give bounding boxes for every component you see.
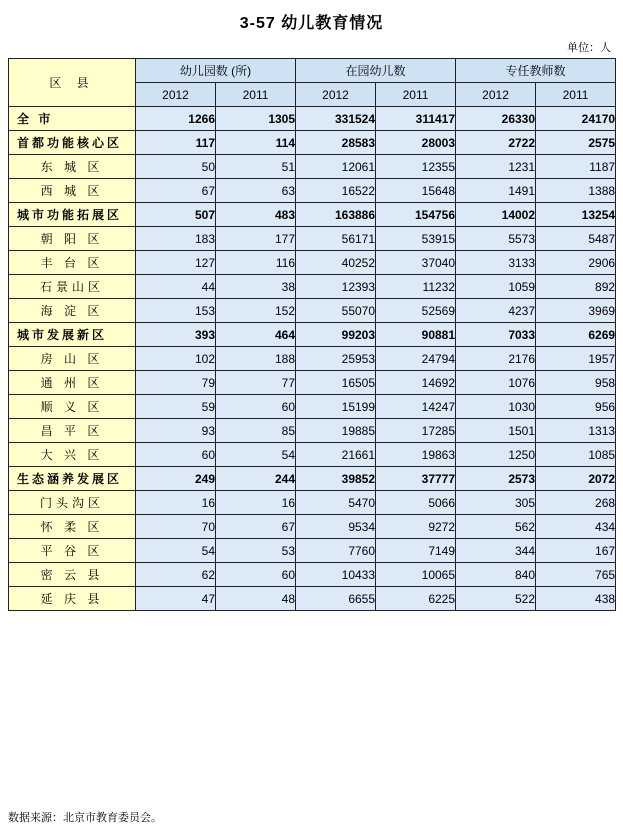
- row-value: 19885: [296, 419, 376, 443]
- row-value: 4237: [456, 299, 536, 323]
- row-value: 16505: [296, 371, 376, 395]
- row-value: 562: [456, 515, 536, 539]
- row-value: 70: [136, 515, 216, 539]
- table-row: [9, 155, 616, 179]
- row-value: 6269: [536, 323, 616, 347]
- row-value: 1059: [456, 275, 536, 299]
- table-row: [9, 371, 616, 395]
- row-value: 183: [136, 227, 216, 251]
- row-value: 1076: [456, 371, 536, 395]
- row-value: 7149: [376, 539, 456, 563]
- row-value: 53: [216, 539, 296, 563]
- row-value: 2906: [536, 251, 616, 275]
- row-value: 464: [216, 323, 296, 347]
- table-row: [9, 203, 616, 227]
- row-value: 38: [216, 275, 296, 299]
- row-value: 24794: [376, 347, 456, 371]
- table-row: [9, 539, 616, 563]
- row-value: 37040: [376, 251, 456, 275]
- row-value: 522: [456, 587, 536, 611]
- row-label: 延 庆 县: [9, 587, 136, 611]
- row-value: 344: [456, 539, 536, 563]
- row-label: 房 山 区: [9, 347, 136, 371]
- table-row: [9, 563, 616, 587]
- row-value: 163886: [296, 203, 376, 227]
- row-value: 483: [216, 203, 296, 227]
- row-label: 城市发展新区: [9, 323, 136, 347]
- row-value: 956: [536, 395, 616, 419]
- row-value: 188: [216, 347, 296, 371]
- row-value: 177: [216, 227, 296, 251]
- table-row: [9, 347, 616, 371]
- header-year-kg-2012: 2012: [136, 83, 216, 107]
- table-row: [9, 179, 616, 203]
- table-row: [9, 467, 616, 491]
- row-value: 90881: [376, 323, 456, 347]
- row-label: 怀 柔 区: [9, 515, 136, 539]
- row-value: 17285: [376, 419, 456, 443]
- row-label: 门头沟区: [9, 491, 136, 515]
- row-label: 东 城 区: [9, 155, 136, 179]
- row-value: 1313: [536, 419, 616, 443]
- row-value: 127: [136, 251, 216, 275]
- row-value: 77: [216, 371, 296, 395]
- row-value: 44: [136, 275, 216, 299]
- row-value: 15199: [296, 395, 376, 419]
- row-value: 99203: [296, 323, 376, 347]
- unit-note: 单位：人: [567, 42, 611, 54]
- row-value: 19863: [376, 443, 456, 467]
- row-value: 2176: [456, 347, 536, 371]
- row-label: 平 谷 区: [9, 539, 136, 563]
- row-value: 37777: [376, 467, 456, 491]
- row-value: 12355: [376, 155, 456, 179]
- row-label: 朝 阳 区: [9, 227, 136, 251]
- row-value: 1266: [136, 107, 216, 131]
- row-value: 167: [536, 539, 616, 563]
- row-value: 12393: [296, 275, 376, 299]
- row-value: 16: [216, 491, 296, 515]
- row-value: 7760: [296, 539, 376, 563]
- row-value: 1085: [536, 443, 616, 467]
- row-value: 14002: [456, 203, 536, 227]
- row-value: 54: [136, 539, 216, 563]
- header-group-fulltime-teachers: 专任教师数: [456, 59, 616, 83]
- row-value: 25953: [296, 347, 376, 371]
- row-value: 67: [136, 179, 216, 203]
- row-value: 15648: [376, 179, 456, 203]
- row-value: 5066: [376, 491, 456, 515]
- header-group-enrolled-children: 在园幼儿数: [296, 59, 456, 83]
- row-value: 102: [136, 347, 216, 371]
- table-row: [9, 299, 616, 323]
- row-value: 9534: [296, 515, 376, 539]
- row-value: 152: [216, 299, 296, 323]
- row-value: 765: [536, 563, 616, 587]
- row-value: 5487: [536, 227, 616, 251]
- header-year-teachers-2012: 2012: [456, 83, 536, 107]
- row-value: 2573: [456, 467, 536, 491]
- row-label: 生态涵养发展区: [9, 467, 136, 491]
- row-value: 54: [216, 443, 296, 467]
- row-value: 24170: [536, 107, 616, 131]
- row-value: 79: [136, 371, 216, 395]
- source-note: 数据来源：北京市教育委员会。: [8, 812, 162, 824]
- row-value: 55070: [296, 299, 376, 323]
- table-row: [9, 515, 616, 539]
- row-value: 1388: [536, 179, 616, 203]
- row-value: 13254: [536, 203, 616, 227]
- row-value: 1250: [456, 443, 536, 467]
- row-label: 首都功能核心区: [9, 131, 136, 155]
- row-label: 石景山区: [9, 275, 136, 299]
- row-value: 67: [216, 515, 296, 539]
- row-value: 840: [456, 563, 536, 587]
- row-value: 1305: [216, 107, 296, 131]
- header-group-kindergartens: 幼儿园数 (所): [136, 59, 296, 83]
- row-value: 5470: [296, 491, 376, 515]
- row-value: 311417: [376, 107, 456, 131]
- row-value: 16522: [296, 179, 376, 203]
- row-value: 47: [136, 587, 216, 611]
- row-value: 85: [216, 419, 296, 443]
- header-year-children-2012: 2012: [296, 83, 376, 107]
- table-body: [9, 107, 616, 611]
- table-row: [9, 227, 616, 251]
- row-value: 50: [136, 155, 216, 179]
- row-value: 268: [536, 491, 616, 515]
- header-region: 区 县: [9, 59, 136, 107]
- kindergarten-education-table: [8, 58, 616, 611]
- table-row: [9, 587, 616, 611]
- row-value: 6225: [376, 587, 456, 611]
- row-value: 10433: [296, 563, 376, 587]
- table-row: [9, 443, 616, 467]
- row-value: 393: [136, 323, 216, 347]
- table-row: [9, 131, 616, 155]
- row-value: 154756: [376, 203, 456, 227]
- row-value: 2072: [536, 467, 616, 491]
- row-label: 城市功能拓展区: [9, 203, 136, 227]
- row-value: 7033: [456, 323, 536, 347]
- row-value: 14692: [376, 371, 456, 395]
- table-row: [9, 395, 616, 419]
- row-value: 40252: [296, 251, 376, 275]
- row-value: 117: [136, 131, 216, 155]
- row-label: 海 淀 区: [9, 299, 136, 323]
- row-value: 114: [216, 131, 296, 155]
- row-value: 11232: [376, 275, 456, 299]
- row-value: 2575: [536, 131, 616, 155]
- row-value: 438: [536, 587, 616, 611]
- row-value: 507: [136, 203, 216, 227]
- table-row: [9, 275, 616, 299]
- row-label: 密 云 县: [9, 563, 136, 587]
- row-label: 顺 义 区: [9, 395, 136, 419]
- row-value: 28003: [376, 131, 456, 155]
- row-value: 26330: [456, 107, 536, 131]
- row-value: 6655: [296, 587, 376, 611]
- row-value: 1491: [456, 179, 536, 203]
- row-value: 116: [216, 251, 296, 275]
- row-value: 1957: [536, 347, 616, 371]
- row-value: 52569: [376, 299, 456, 323]
- row-value: 16: [136, 491, 216, 515]
- row-value: 3133: [456, 251, 536, 275]
- row-value: 63: [216, 179, 296, 203]
- row-value: 958: [536, 371, 616, 395]
- row-value: 21661: [296, 443, 376, 467]
- row-value: 9272: [376, 515, 456, 539]
- row-value: 434: [536, 515, 616, 539]
- row-label: 全 市: [9, 107, 136, 131]
- row-value: 60: [136, 443, 216, 467]
- table-header: [9, 59, 616, 107]
- row-value: 59: [136, 395, 216, 419]
- row-label: 昌 平 区: [9, 419, 136, 443]
- table-row: [9, 107, 616, 131]
- row-value: 12061: [296, 155, 376, 179]
- row-value: 60: [216, 563, 296, 587]
- row-value: 10065: [376, 563, 456, 587]
- row-value: 892: [536, 275, 616, 299]
- row-value: 5573: [456, 227, 536, 251]
- header-year-teachers-2011: 2011: [536, 83, 616, 107]
- row-value: 53915: [376, 227, 456, 251]
- row-label: 大 兴 区: [9, 443, 136, 467]
- row-value: 39852: [296, 467, 376, 491]
- row-value: 93: [136, 419, 216, 443]
- row-value: 1187: [536, 155, 616, 179]
- row-value: 28583: [296, 131, 376, 155]
- row-value: 305: [456, 491, 536, 515]
- header-row-groups: [9, 59, 616, 83]
- row-value: 1501: [456, 419, 536, 443]
- header-year-children-2011: 2011: [376, 83, 456, 107]
- row-value: 3969: [536, 299, 616, 323]
- table-row: [9, 491, 616, 515]
- page-title: 3-57 幼儿教育情况: [239, 15, 384, 32]
- row-label: 西 城 区: [9, 179, 136, 203]
- header-year-kg-2011: 2011: [216, 83, 296, 107]
- row-value: 1030: [456, 395, 536, 419]
- row-value: 51: [216, 155, 296, 179]
- row-value: 60: [216, 395, 296, 419]
- row-value: 56171: [296, 227, 376, 251]
- table-row: [9, 419, 616, 443]
- row-value: 244: [216, 467, 296, 491]
- row-value: 331524: [296, 107, 376, 131]
- row-value: 249: [136, 467, 216, 491]
- row-value: 48: [216, 587, 296, 611]
- row-label: 丰 台 区: [9, 251, 136, 275]
- row-value: 14247: [376, 395, 456, 419]
- row-value: 153: [136, 299, 216, 323]
- row-label: 通 州 区: [9, 371, 136, 395]
- row-value: 62: [136, 563, 216, 587]
- row-value: 1231: [456, 155, 536, 179]
- table-row: [9, 251, 616, 275]
- row-value: 2722: [456, 131, 536, 155]
- table-row: [9, 323, 616, 347]
